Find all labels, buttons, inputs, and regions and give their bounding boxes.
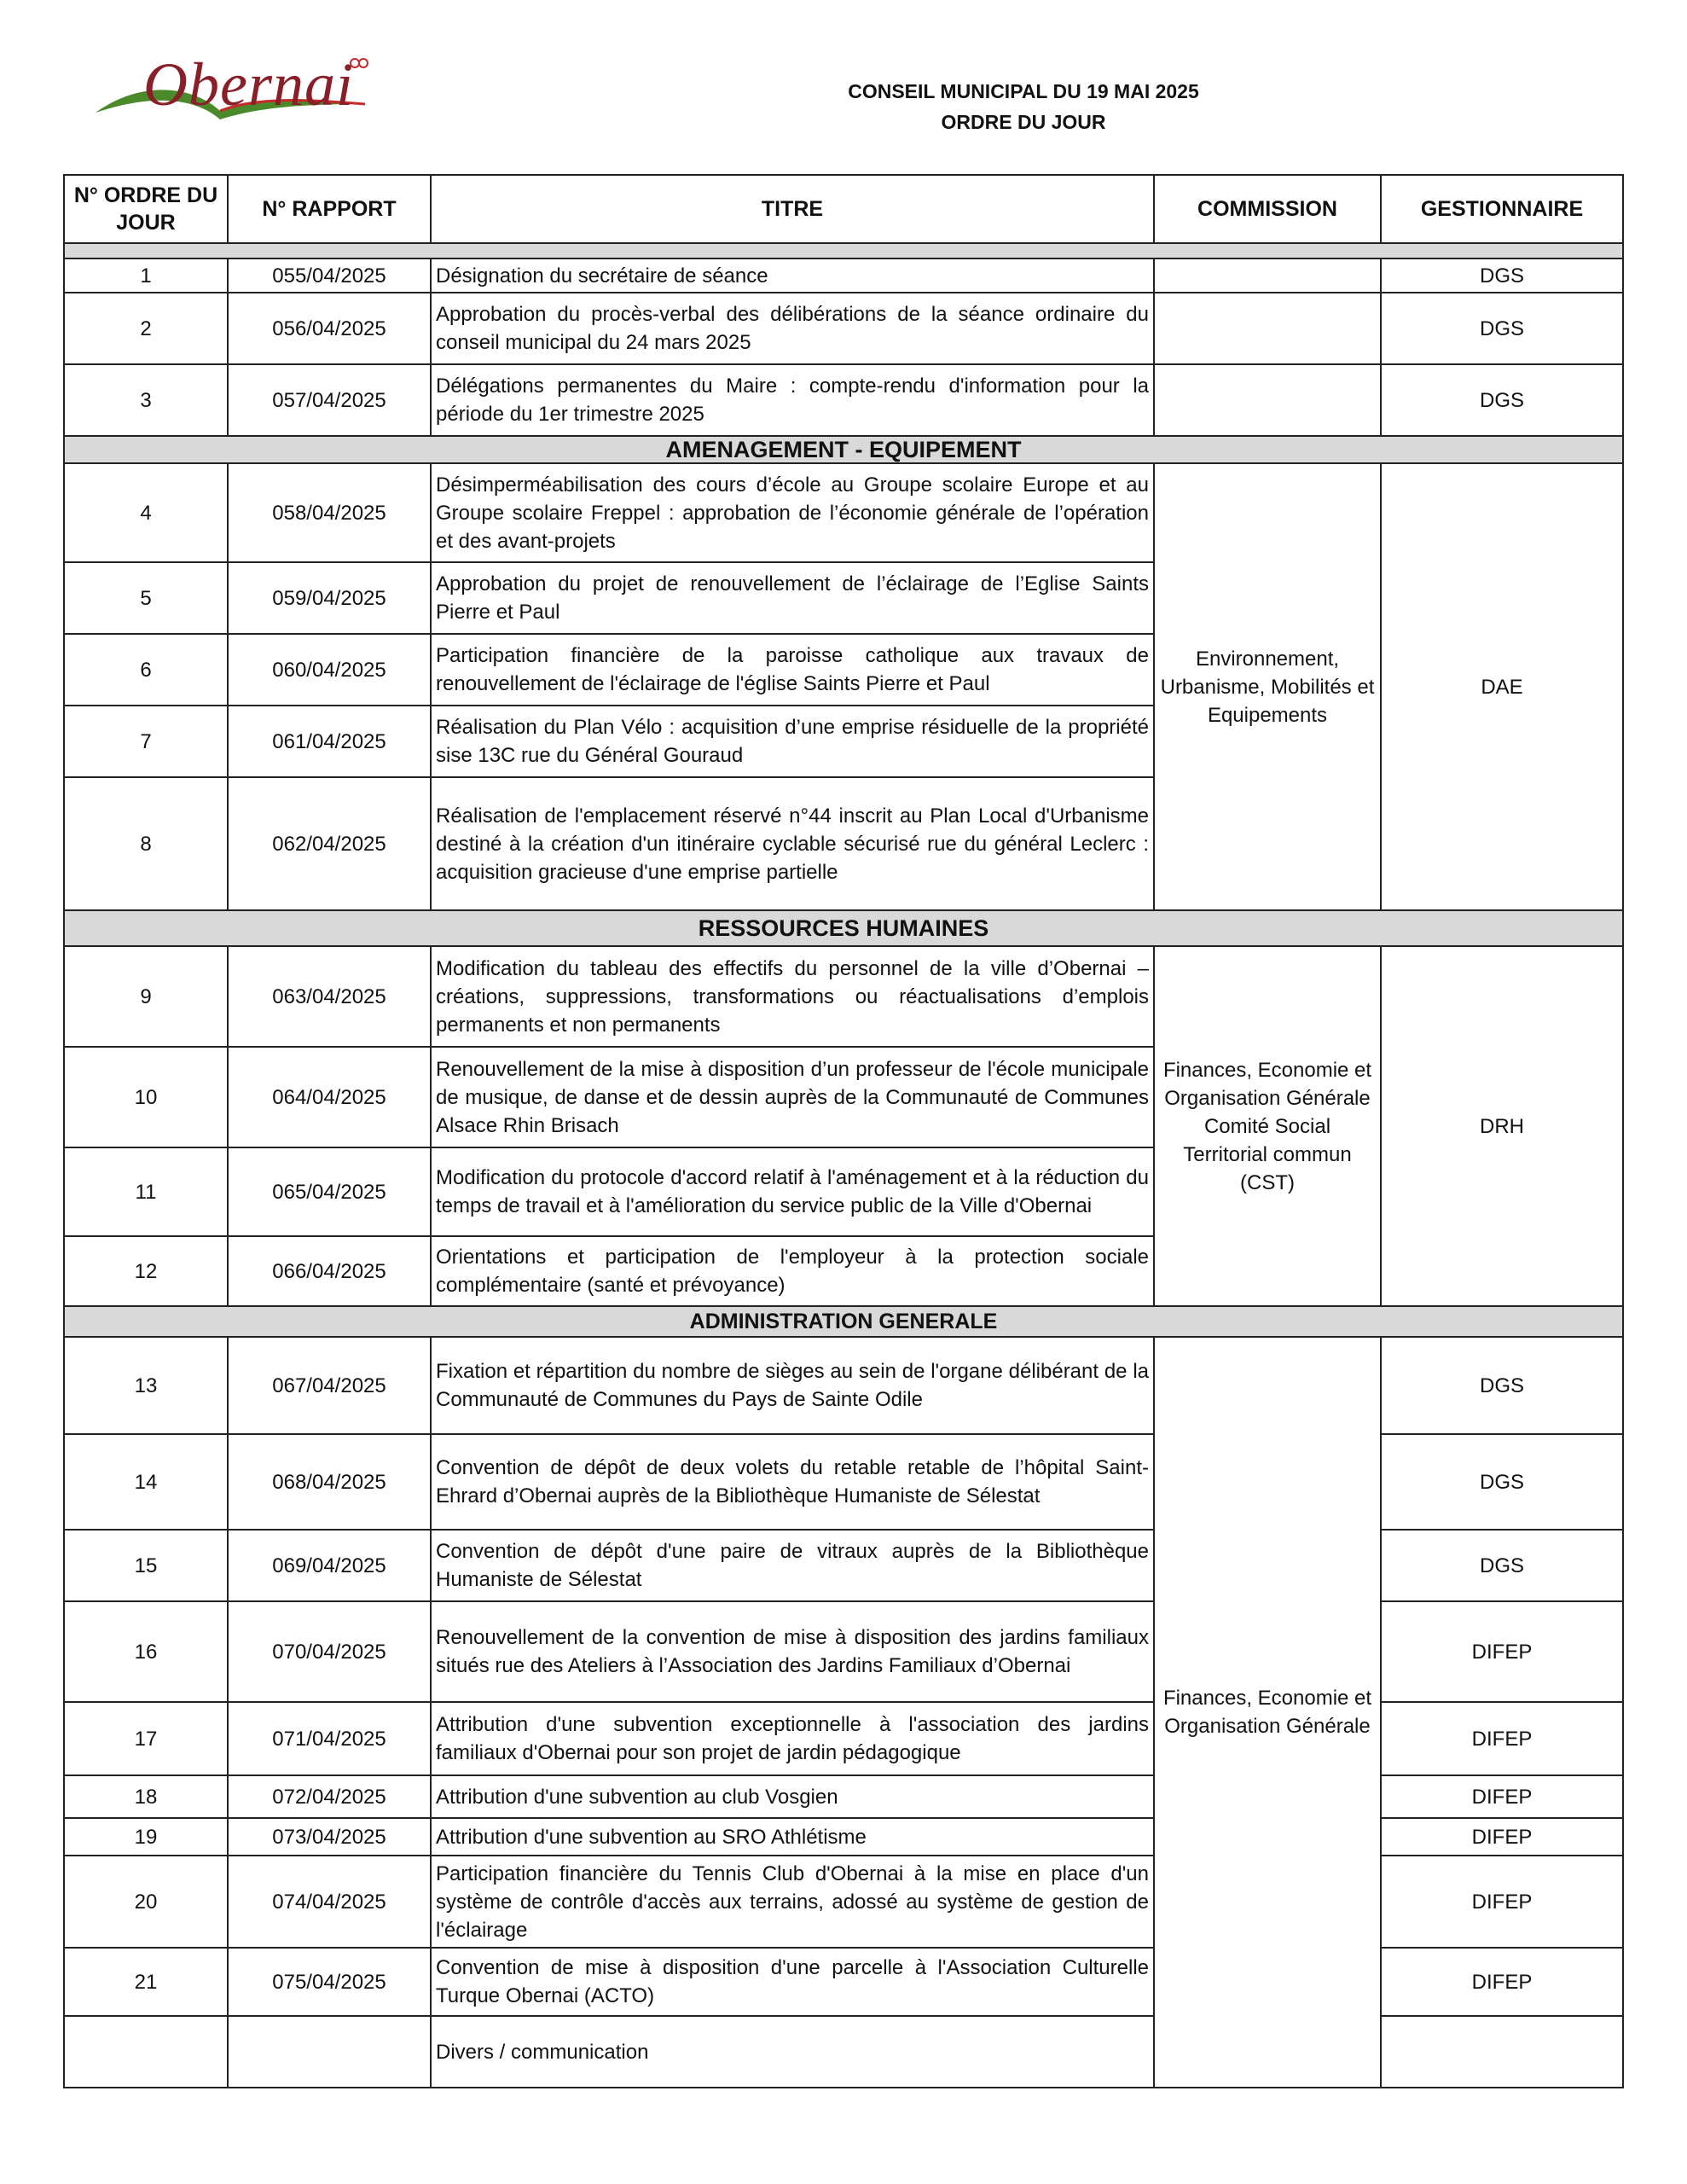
logo-text: Obernai bbox=[143, 50, 354, 119]
row-number: 7 bbox=[64, 706, 228, 777]
row-rapport: 062/04/2025 bbox=[228, 777, 431, 910]
section-label: RESSOURCES HUMAINES bbox=[64, 910, 1623, 946]
column-header-ordre: N° ORDRE DU JOUR bbox=[64, 175, 228, 243]
section-label: ADMINISTRATION GENERALE bbox=[64, 1306, 1623, 1337]
row-gestionnaire: DIFEP bbox=[1381, 1601, 1623, 1702]
column-header-gestionnaire: GESTIONNAIRE bbox=[1381, 175, 1623, 243]
table-row bbox=[64, 1530, 1623, 1601]
row-titre: Attribution d'une subvention au SRO Athlétisme bbox=[431, 1818, 1154, 1856]
row-titre: Participation financière du Tennis Club d'Obernai à la mise en place d'un système de contrôle d'accès aux terrains, adossé au système de gestion de l'éclairage bbox=[431, 1856, 1154, 1948]
row-rapport: 071/04/2025 bbox=[228, 1702, 431, 1775]
table-row bbox=[64, 293, 1623, 364]
section-commission: Environnement, Urbanisme, Mobilités et Equipements bbox=[1154, 463, 1381, 910]
row-titre: Désimperméabilisation des cours d’école au Groupe scolaire Europe et au Groupe scolaire Freppel : approbation de l’économie générale de l’opération et des avant-projets bbox=[431, 463, 1154, 562]
table-header-row bbox=[64, 175, 1623, 243]
row-gestionnaire: DIFEP bbox=[1381, 1775, 1623, 1818]
column-header-rapport: N° RAPPORT bbox=[228, 175, 431, 243]
row-commission bbox=[1154, 293, 1381, 364]
row-rapport: 060/04/2025 bbox=[228, 634, 431, 706]
document-title: CONSEIL MUNICIPAL DU 19 MAI 2025 bbox=[848, 80, 1199, 102]
row-number: 19 bbox=[64, 1818, 228, 1856]
row-number bbox=[64, 2016, 228, 2088]
row-rapport: 066/04/2025 bbox=[228, 1236, 431, 1306]
section-header-amenagement bbox=[64, 436, 1623, 463]
row-titre: Modification du tableau des effectifs du personnel de la ville d’Obernai – créations, suppressions, transformations ou réactualisations d’emplois permanents et non permanents bbox=[431, 946, 1154, 1047]
table-row bbox=[64, 258, 1623, 293]
row-number: 11 bbox=[64, 1147, 228, 1236]
row-gestionnaire: DGS bbox=[1381, 1434, 1623, 1530]
row-gestionnaire: DIFEP bbox=[1381, 1818, 1623, 1856]
row-titre: Attribution d'une subvention exceptionnelle à l'association des jardins familiaux d'Obernai pour son projet de jardin pédagogique bbox=[431, 1702, 1154, 1775]
row-rapport: 070/04/2025 bbox=[228, 1601, 431, 1702]
row-gestionnaire: DGS bbox=[1381, 1337, 1623, 1434]
row-rapport: 068/04/2025 bbox=[228, 1434, 431, 1530]
row-number: 12 bbox=[64, 1236, 228, 1306]
row-titre: Renouvellement de la convention de mise à disposition des jardins familiaux situés rue des Ateliers à l’Association des Jardins Familiaux d’Obernai bbox=[431, 1601, 1154, 1702]
section-label: AMENAGEMENT - EQUIPEMENT bbox=[64, 436, 1623, 463]
row-number: 17 bbox=[64, 1702, 228, 1775]
row-titre: Approbation du projet de renouvellement de l’éclairage de l’Eglise Saints Pierre et Paul bbox=[431, 562, 1154, 634]
row-gestionnaire: DIFEP bbox=[1381, 1856, 1623, 1948]
row-titre: Attribution d'une subvention au club Vosgien bbox=[431, 1775, 1154, 1818]
row-number: 21 bbox=[64, 1948, 228, 2016]
section-header-administration-generale bbox=[64, 1306, 1623, 1337]
row-number: 4 bbox=[64, 463, 228, 562]
row-number: 13 bbox=[64, 1337, 228, 1434]
row-titre: Convention de dépôt d'une paire de vitraux auprès de la Bibliothèque Humaniste de Sélestat bbox=[431, 1530, 1154, 1601]
row-titre: Réalisation du Plan Vélo : acquisition d’une emprise résiduelle de la propriété sise 13C rue du Général Gouraud bbox=[431, 706, 1154, 777]
section-gestionnaire: DRH bbox=[1381, 946, 1623, 1306]
table-row bbox=[64, 1601, 1623, 1702]
row-titre: Orientations et participation de l'employeur à la protection sociale complémentaire (santé et prévoyance) bbox=[431, 1236, 1154, 1306]
row-rapport: 056/04/2025 bbox=[228, 293, 431, 364]
row-commission bbox=[1154, 364, 1381, 436]
row-titre: Divers / communication bbox=[431, 2016, 1154, 2088]
row-number: 16 bbox=[64, 1601, 228, 1702]
section-header-ressources-humaines bbox=[64, 910, 1623, 946]
row-number: 3 bbox=[64, 364, 228, 436]
row-number: 2 bbox=[64, 293, 228, 364]
row-titre: Participation financière de la paroisse catholique aux travaux de renouvellement de l'éclairage de l'église Saints Pierre et Paul bbox=[431, 634, 1154, 706]
row-titre: Approbation du procès-verbal des délibérations de la séance ordinaire du conseil municipal du 24 mars 2025 bbox=[431, 293, 1154, 364]
document-subtitle: ORDRE DU JOUR bbox=[941, 111, 1106, 133]
section-commission: Finances, Economie et Organisation Générale Comité Social Territorial commun (CST) bbox=[1154, 946, 1381, 1306]
table-row bbox=[64, 1337, 1623, 1434]
row-rapport: 072/04/2025 bbox=[228, 1775, 431, 1818]
row-titre: Réalisation de l'emplacement réservé n°44 inscrit au Plan Local d'Urbanisme destiné à la création d'un itinéraire cyclable sécurisé rue du général Leclerc : acquisition gracieuse d'une emprise partielle bbox=[431, 777, 1154, 910]
row-rapport: 074/04/2025 bbox=[228, 1856, 431, 1948]
table-row bbox=[64, 1818, 1623, 1856]
row-titre: Fixation et répartition du nombre de sièges au sein de l'organe délibérant de la Communauté de Communes du Pays de Sainte Odile bbox=[431, 1337, 1154, 1434]
row-rapport bbox=[228, 2016, 431, 2088]
section-commission: Finances, Economie et Organisation Générale bbox=[1154, 1337, 1381, 2088]
row-number: 8 bbox=[64, 777, 228, 910]
row-gestionnaire: DGS bbox=[1381, 1530, 1623, 1601]
row-rapport: 055/04/2025 bbox=[228, 258, 431, 293]
row-rapport: 059/04/2025 bbox=[228, 562, 431, 634]
table-row bbox=[64, 463, 1623, 562]
table-row bbox=[64, 1775, 1623, 1818]
row-rapport: 069/04/2025 bbox=[228, 1530, 431, 1601]
row-gestionnaire bbox=[1381, 2016, 1623, 2088]
row-gestionnaire: DGS bbox=[1381, 258, 1623, 293]
row-titre: Convention de dépôt de deux volets du retable retable de l’hôpital Saint-Ehrard d’Obernai auprès de la Bibliothèque Humaniste de Sélestat bbox=[431, 1434, 1154, 1530]
row-number: 20 bbox=[64, 1856, 228, 1948]
row-titre: Renouvellement de la mise à disposition d’un professeur de l'école municipale de musique, de danse et de dessin auprès de la Communauté de Communes Alsace Rhin Brisach bbox=[431, 1047, 1154, 1147]
separator-row bbox=[64, 243, 1623, 258]
agenda-table bbox=[63, 174, 1624, 2088]
table-row bbox=[64, 364, 1623, 436]
row-number: 18 bbox=[64, 1775, 228, 1818]
row-number: 9 bbox=[64, 946, 228, 1047]
row-rapport: 065/04/2025 bbox=[228, 1147, 431, 1236]
row-number: 6 bbox=[64, 634, 228, 706]
row-rapport: 067/04/2025 bbox=[228, 1337, 431, 1434]
row-titre: Convention de mise à disposition d'une parcelle à l'Association Culturelle Turque Obernai (ACTO) bbox=[431, 1948, 1154, 2016]
row-commission bbox=[1154, 258, 1381, 293]
table-row bbox=[64, 2016, 1623, 2088]
row-rapport: 058/04/2025 bbox=[228, 463, 431, 562]
table-row bbox=[64, 1948, 1623, 2016]
row-rapport: 061/04/2025 bbox=[228, 706, 431, 777]
obernai-logo bbox=[92, 44, 374, 130]
section-gestionnaire: DAE bbox=[1381, 463, 1623, 910]
table-row bbox=[64, 1856, 1623, 1948]
row-rapport: 063/04/2025 bbox=[228, 946, 431, 1047]
row-rapport: 075/04/2025 bbox=[228, 1948, 431, 2016]
table-row bbox=[64, 1434, 1623, 1530]
row-gestionnaire: DGS bbox=[1381, 293, 1623, 364]
column-header-commission: COMMISSION bbox=[1154, 175, 1381, 243]
row-titre: Désignation du secrétaire de séance bbox=[431, 258, 1154, 293]
row-gestionnaire: DIFEP bbox=[1381, 1948, 1623, 2016]
table-row bbox=[64, 1702, 1623, 1775]
table-row bbox=[64, 946, 1623, 1047]
row-rapport: 057/04/2025 bbox=[228, 364, 431, 436]
row-gestionnaire: DGS bbox=[1381, 364, 1623, 436]
row-number: 10 bbox=[64, 1047, 228, 1147]
row-number: 14 bbox=[64, 1434, 228, 1530]
row-rapport: 073/04/2025 bbox=[228, 1818, 431, 1856]
row-number: 1 bbox=[64, 258, 228, 293]
row-number: 5 bbox=[64, 562, 228, 634]
row-gestionnaire: DIFEP bbox=[1381, 1702, 1623, 1775]
row-number: 15 bbox=[64, 1530, 228, 1601]
row-titre: Modification du protocole d'accord relatif à l'aménagement et à la réduction du temps de travail et à l'amélioration du service public de la Ville d'Obernai bbox=[431, 1147, 1154, 1236]
row-titre: Délégations permanentes du Maire : compte-rendu d'information pour la période du 1er trimestre 2025 bbox=[431, 364, 1154, 436]
column-header-titre: TITRE bbox=[431, 175, 1154, 243]
row-rapport: 064/04/2025 bbox=[228, 1047, 431, 1147]
